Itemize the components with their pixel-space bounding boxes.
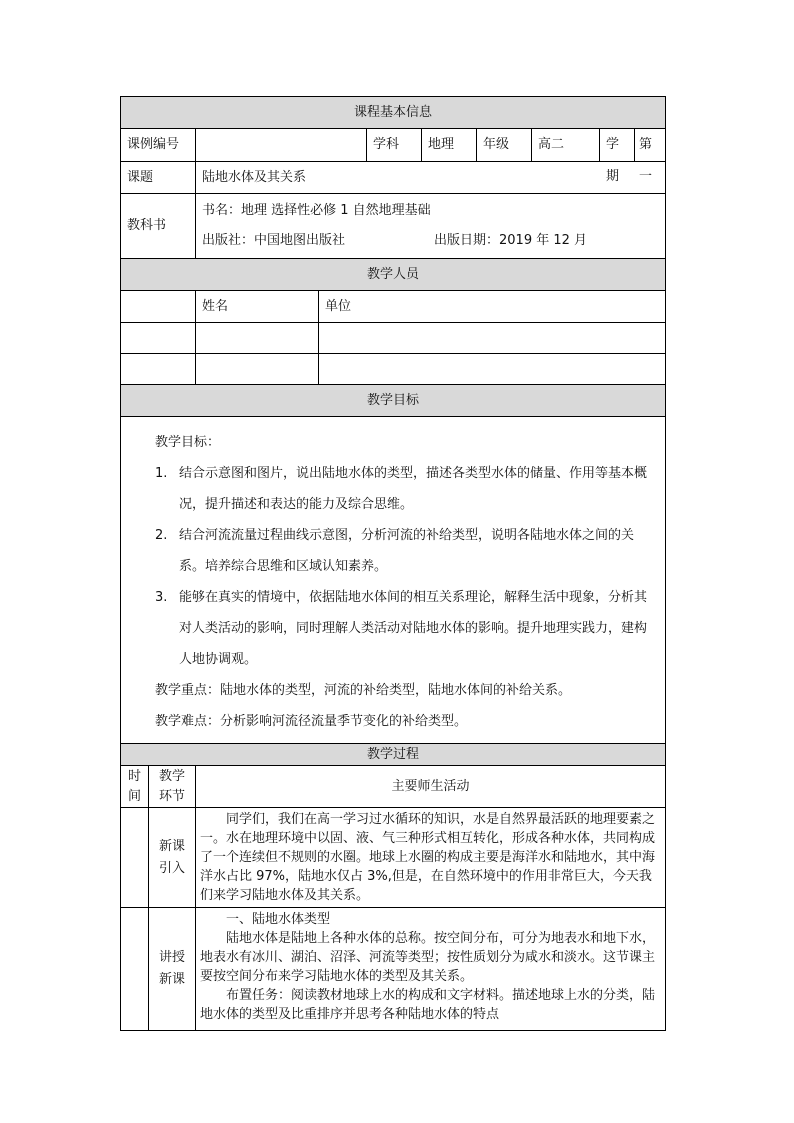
pub-date-line: 出版日期：2019 年 12 月 xyxy=(434,233,588,248)
goals-intro: 教学目标： xyxy=(155,435,221,450)
activity-paragraph: 一、陆地水体类型 xyxy=(226,912,331,927)
staff-unit-header: 单位 xyxy=(319,291,666,323)
activity-paragraph: 陆地水体是陆地上各种水体的总称。按空间分布，可分为地表水和地下水，地表水有冰川、湖泊、沼泽、河流等类型；按性质划分为咸水和淡水。这节课主要按空间分布来学习陆地水体的类型及其关系。 xyxy=(200,931,656,984)
activity-paragraph: 同学们，我们在高一学习过水循环的知识，水是自然界最活跃的地理要素之一。水在地理环境中以固、液、气三种形式相互转化，形成各种水体，共同构成了一个连续但不规则的水圈。地球上水圈的构成主要是海洋水和陆地水，其中海洋水占比 97%，陆地水仅占 3%,但是，在自然环境中的作用非常巨大，今天我们来学习陆地水体及其关系。 xyxy=(200,812,656,903)
process-row-2-stage: 讲授新课 xyxy=(149,908,196,1031)
staff-row-2-role xyxy=(121,354,196,385)
subject-label: 学科 xyxy=(367,129,422,162)
activity-paragraph: 布置任务：阅读教材地球上水的构成和文字材料。描述地球上水的分类，陆地水体的类型及比重排序并思考各种陆地水体的特点 xyxy=(200,988,656,1022)
staff-row-1-unit xyxy=(319,323,666,354)
goals-header: 教学目标 xyxy=(121,385,666,417)
staff-row-1-name xyxy=(196,323,319,354)
goal-number: 3. xyxy=(155,590,168,605)
grade-value: 高二 xyxy=(532,129,600,162)
publisher-row xyxy=(202,226,659,256)
process-col-stage: 教学环节 xyxy=(149,766,196,808)
staff-row-2-unit xyxy=(319,354,666,385)
goal-text: 能够在真实的情境中，依据陆地水体间的相互关系理论，解释生活中现象，分析其对人类活动的影响，同时理解人类活动对陆地水体的影响。提升地理实践力，建构人地协调观。 xyxy=(179,590,648,667)
case-no-label: 课例编号 xyxy=(121,129,196,162)
goal-number: 2. xyxy=(155,528,168,543)
key-points: 教学重点：陆地水体的类型，河流的补给类型，陆地水体间的补给关系。 xyxy=(155,683,572,698)
goal-number: 1. xyxy=(155,466,168,481)
process-header: 教学过程 xyxy=(121,744,666,766)
term-label: 学期 xyxy=(600,129,635,161)
subject-value: 地理 xyxy=(422,129,477,162)
grade-label: 年级 xyxy=(477,129,532,162)
process-row-1-stage: 新课引入 xyxy=(149,808,196,908)
goals-content xyxy=(121,417,666,744)
case-no-value xyxy=(196,129,367,162)
goal-text: 结合示意图和图片，说出陆地水体的类型，描述各类型水体的储量、作用等基本概况，提升描述和表达的能力及综合思维。 xyxy=(179,466,648,512)
process-row-2-activity xyxy=(196,908,666,1031)
goals-list xyxy=(155,458,659,675)
textbook-label: 教科书 xyxy=(121,194,196,259)
process-col-activity: 主要师生活动 xyxy=(196,766,666,808)
staff-row-1-role xyxy=(121,323,196,354)
goal-item xyxy=(155,582,659,675)
topic-value: 陆地水体及其关系 xyxy=(196,162,666,194)
textbook-info xyxy=(196,194,666,259)
book-line: 书名：地理 选择性必修 1 自然地理基础 xyxy=(202,203,431,218)
difficulties: 教学难点：分析影响河流径流量季节变化的补给类型。 xyxy=(155,714,468,729)
process-row-1-time xyxy=(121,808,149,908)
staff-row-2-name xyxy=(196,354,319,385)
lesson-plan-document xyxy=(120,96,665,1031)
process-col-time: 时间 xyxy=(121,766,149,808)
process-row-2-time xyxy=(121,908,149,1031)
course-info-header: 课程基本信息 xyxy=(121,97,666,129)
lesson-plan-table xyxy=(120,96,666,1031)
process-row-1-activity xyxy=(196,808,666,908)
publisher-line: 出版社：中国地图出版社 xyxy=(202,233,346,248)
goal-text: 结合河流流量过程曲线示意图，分析河流的补给类型，说明各陆地水体之间的关系。培养综合思维和区域认知素养。 xyxy=(179,528,635,574)
goal-item xyxy=(155,458,659,520)
goal-item xyxy=(155,520,659,582)
term-value: 第一 xyxy=(639,137,653,184)
term-cell xyxy=(600,129,666,184)
staff-empty-cell xyxy=(121,291,196,323)
staff-header: 教学人员 xyxy=(121,259,666,291)
staff-name-header: 姓名 xyxy=(196,291,319,323)
topic-label: 课题 xyxy=(121,162,196,194)
